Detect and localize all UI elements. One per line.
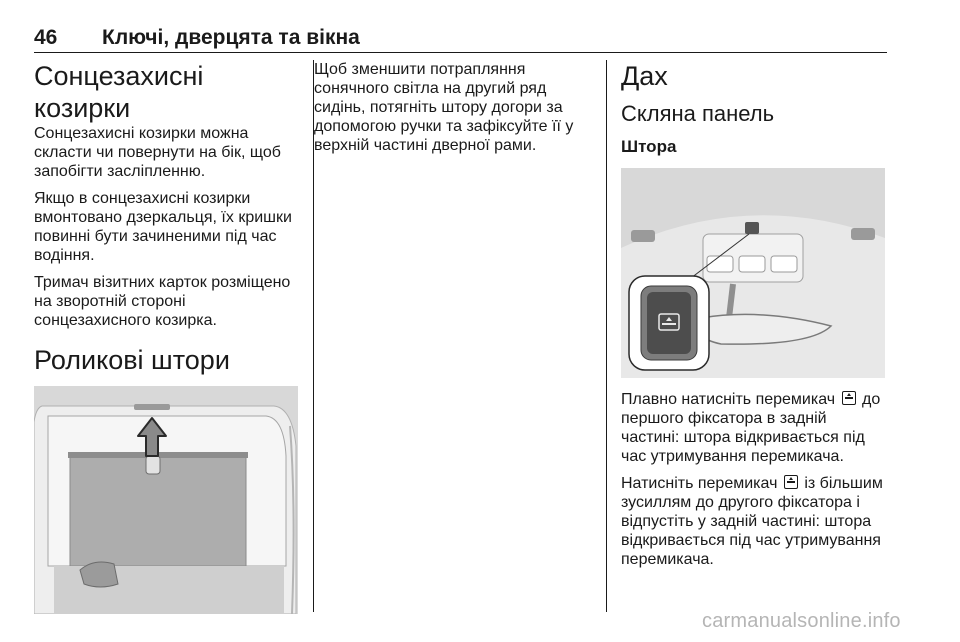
blind-handle bbox=[146, 456, 160, 474]
paragraph-lead: Плавно натисніть перемикач bbox=[621, 391, 836, 408]
upper-hook bbox=[134, 404, 170, 410]
paragraph: Тримач візитних карток розміщено на зворотній стороні сонцезахисного козирка. bbox=[34, 274, 291, 329]
column-3 bbox=[621, 60, 887, 569]
sunshade-switch-icon bbox=[784, 475, 798, 489]
paragraph-press-first-detent bbox=[621, 390, 887, 466]
small-switch bbox=[745, 222, 759, 234]
lamp-button bbox=[739, 256, 765, 272]
paragraph: Якщо в сонцезахисні козирки вмонтовано дзеркальця, їх кришки повинні бути зачиненими під час водіння. bbox=[34, 190, 292, 264]
column-divider-2 bbox=[606, 60, 607, 612]
door-handle-recess bbox=[80, 562, 118, 587]
heading-glass-panel: Скляна панель bbox=[621, 101, 775, 126]
header-divider bbox=[34, 52, 887, 53]
column-2 bbox=[314, 60, 594, 155]
mirror-stem bbox=[729, 284, 733, 318]
sunshade-switch-figure bbox=[621, 168, 885, 378]
column-1 bbox=[34, 60, 300, 614]
overhead-console-illustration bbox=[621, 168, 885, 378]
lamp-button bbox=[707, 256, 733, 272]
left-grab-handle bbox=[631, 230, 655, 242]
heading-shade: Штора bbox=[621, 137, 677, 156]
roller-blind-illustration bbox=[34, 386, 298, 614]
paragraph-press-second-detent bbox=[621, 474, 887, 569]
heading-sunvisors: Сонцезахисні козирки bbox=[34, 61, 204, 123]
paragraph-trail: до першого фіксатора в задній частині: штора відкривається під час утримування перемикача. bbox=[621, 391, 881, 465]
page-header bbox=[34, 26, 887, 52]
roller-blind-figure bbox=[34, 386, 298, 614]
section-title: Ключі, дверцята та вікна bbox=[102, 26, 360, 49]
paragraph-lead: Натисніть перемикач bbox=[621, 475, 778, 492]
sunshade-switch-icon bbox=[842, 391, 856, 405]
heading-roller-blinds: Роликові штори bbox=[34, 345, 230, 375]
right-grab-handle bbox=[851, 228, 875, 240]
lamp-button bbox=[771, 256, 797, 272]
paragraph: Сонцезахисні козирки можна скласти чи повернути на бік, щоб запобігти засліпленню. bbox=[34, 125, 281, 180]
heading-roof: Дах bbox=[621, 61, 668, 91]
paragraph: Щоб зменшити потрапляння сонячного світла на другий ряд сидінь, потягніть штору догори за допомогою ручки та зафіксуйте її у верхній частині дверної рами. bbox=[314, 61, 574, 154]
paragraph-trail: із більшим зусиллям до другого фіксатора і відпустіть у задній частині: штора відкривається під час утримування перемикача. bbox=[621, 475, 883, 568]
page-number: 46 bbox=[34, 26, 58, 49]
watermark: carmanualsonline.info bbox=[702, 610, 901, 632]
